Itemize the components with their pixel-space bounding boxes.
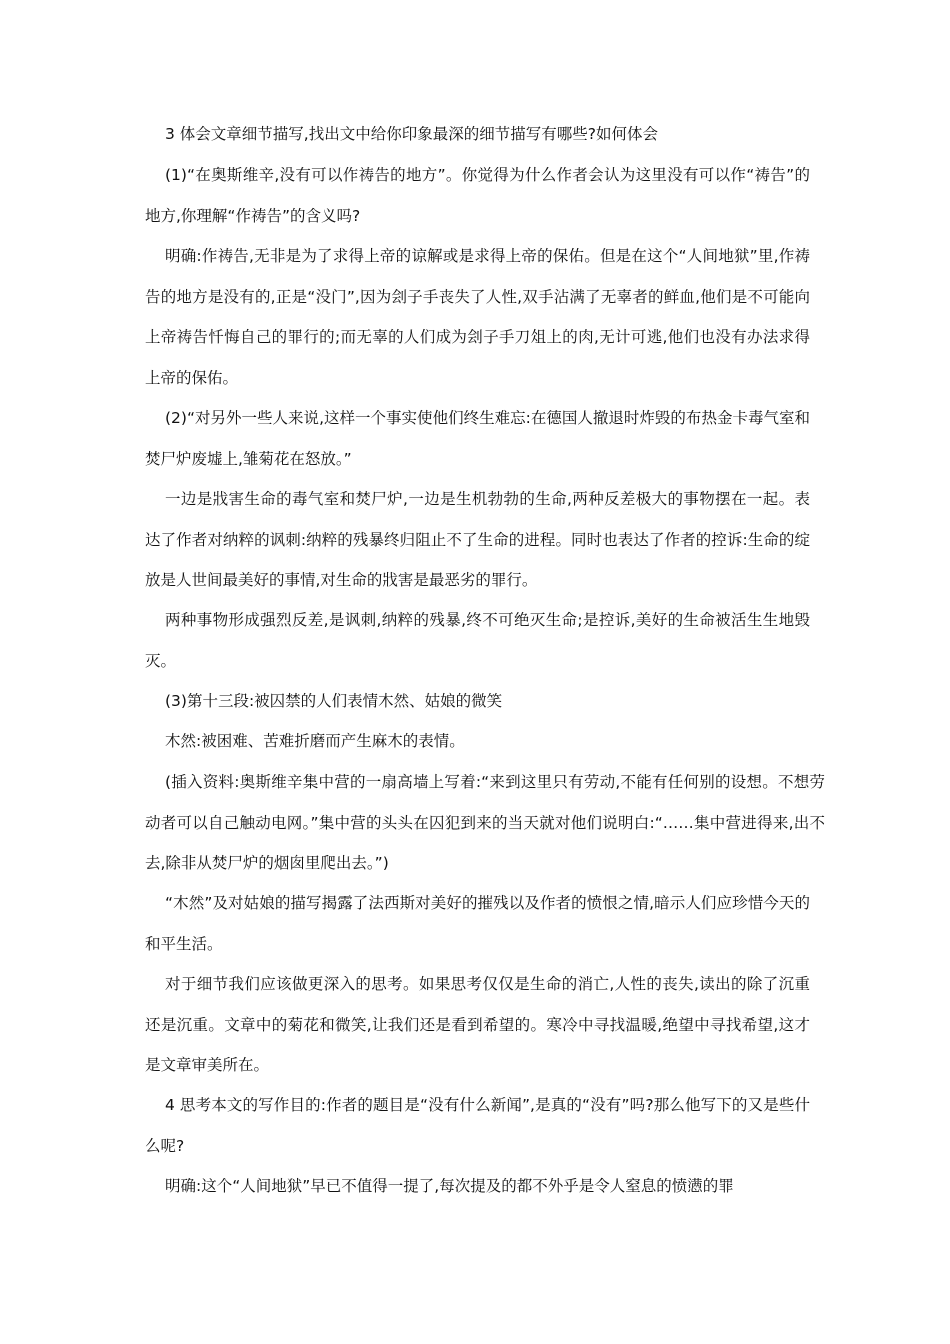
paragraph-item-2: (2)“对另外一些人来说,这样一个事实使他们终生难忘:在德国人撤退时炸毁的布热金卡毒气室和焚尸炉废墟上,雏菊花在怒放。” xyxy=(145,409,810,468)
paragraph-question-4: 4 思考本文的写作目的:作者的题目是“没有什么新闻”,是真的“没有”吗?那么他写下的又是些什么呢? xyxy=(145,1096,810,1155)
paragraph-item-1: (1)“在奥斯维辛,没有可以作祷告的地方”。你觉得为什么作者会认为这里没有可以作“祷告”的地方,你理解“作祷告”的含义吗? xyxy=(145,166,810,225)
paragraph-insert-material: (插入资料:奥斯维辛集中营的一扇高墙上写着:“来到这里只有劳动,不能有任何别的设想。不想劳动者可以自己触动电网。”集中营的头头在囚犯到来的当天就对他们说明白:“……集中营进得来,出不去,除非从焚尸炉的烟囱里爬出去。”) xyxy=(145,773,825,872)
paragraph-item-3: (3)第十三段:被囚禁的人们表情木然、姑娘的微笑 xyxy=(165,692,503,710)
paragraph-answer-1: 明确:作祷告,无非是为了求得上帝的谅解或是求得上帝的保佑。但是在这个“人间地狱”里,作祷告的地方是没有的,正是“没门”,因为刽子手丧失了人性,双手沾满了无辜者的鲜血,他们是不可能向上帝祷告忏悔自己的罪行的;而无辜的人们成为刽子手刀俎上的肉,无计可逃,他们也没有办法求得上帝的保佑。 xyxy=(145,247,810,387)
paragraph-reflection: 对于细节我们应该做更深入的思考。如果思考仅仅是生命的消亡,人性的丧失,读出的除了沉重还是沉重。文章中的菊花和微笑,让我们还是看到希望的。寒冷中寻找温暖,绝望中寻找希望,这才是文章审美所在。 xyxy=(145,975,810,1074)
paragraph-expression: “木然”及对姑娘的描写揭露了法西斯对美好的摧残以及作者的愤恨之情,暗示人们应珍惜今天的和平生活。 xyxy=(145,894,810,953)
paragraph-contrast: 两种事物形成强烈反差,是讽刺,纳粹的残暴,终不可绝灭生命;是控诉,美好的生命被活生生地毁灭。 xyxy=(145,611,810,670)
paragraph-question-3: 3 体会文章细节描写,找出文中给你印象最深的细节描写有哪些?如何体会 xyxy=(165,125,658,143)
paragraph-answer-4: 明确:这个“人间地狱”早已不值得一提了,每次提及的都不外乎是令人窒息的愤懑的罪 xyxy=(165,1177,734,1195)
paragraph-definition: 木然:被困难、苦难折磨而产生麻木的表情。 xyxy=(165,732,465,750)
paragraph-answer-2: 一边是戕害生命的毒气室和焚尸炉,一边是生机勃勃的生命,两种反差极大的事物摆在一起。表达了作者对纳粹的讽刺:纳粹的残暴终归阻止不了生命的进程。同时也表达了作者的控诉:生命的绽放是人世间最美好的事情,对生命的戕害是最恶劣的罪行。 xyxy=(145,490,810,589)
